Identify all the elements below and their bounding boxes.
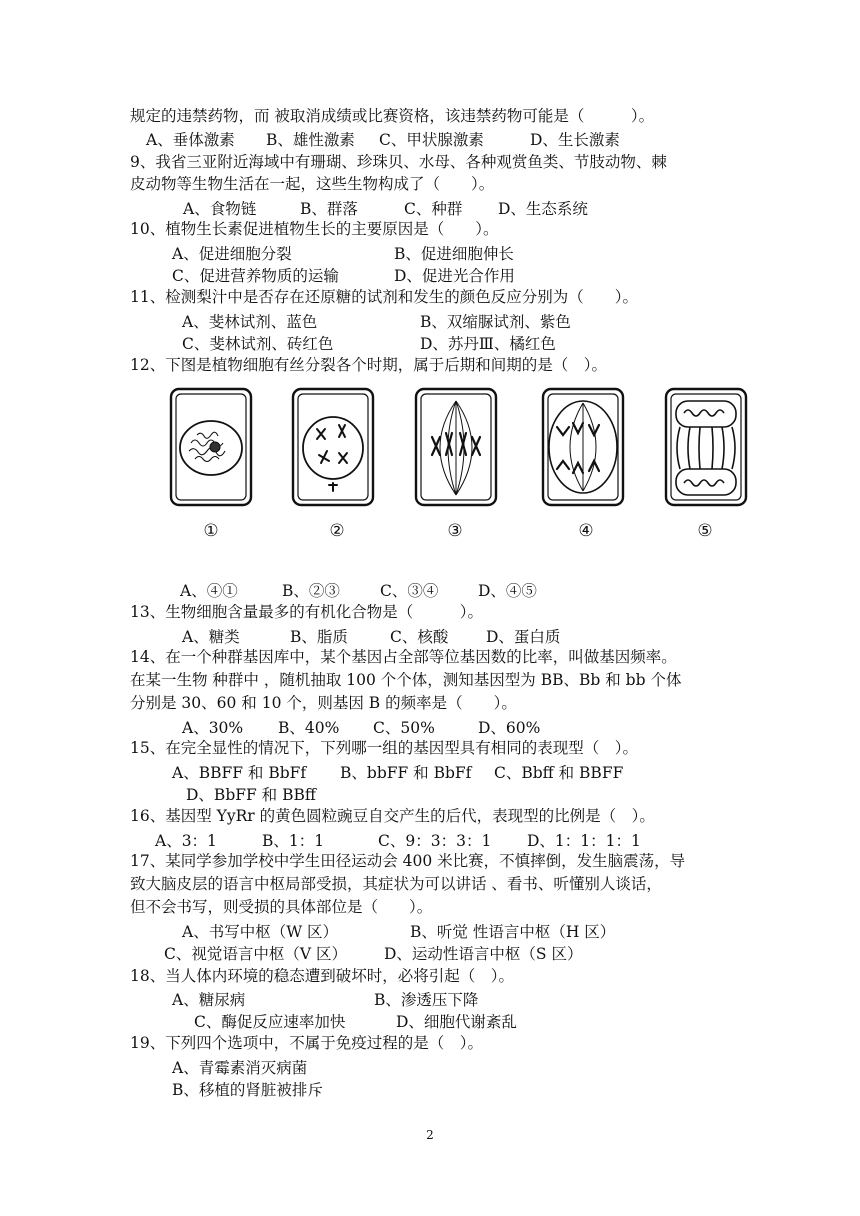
q8-options [0,128,860,148]
q9-stem-1: 9、我省三亚附近海域中有珊瑚、珍珠贝、水母、各种观赏鱼类、节肢动物、棘 [130,153,667,171]
option-b: B、促进细胞伸长 [394,245,514,263]
option-d: D、促进光合作用 [394,267,515,285]
option-a: A、糖类 [182,628,240,646]
q17-options [0,920,860,964]
option-b: B、移植的肾脏被排斥 [172,1081,323,1099]
cell-5-telophase [660,385,752,511]
cell-4-anaphase [537,385,629,511]
option-c: C、种群 [404,200,463,218]
q17-stem-1: 17、某同学参加学校中学生田径运动会 400 米比赛，不慎摔倒，发生脑震荡，导 [130,852,686,870]
option-d: D、运动性语言中枢（S 区） [384,945,583,963]
cell-2-prophase [287,385,379,511]
option-c: C、9：3：3：1 [378,832,492,850]
option-b: B、雄性激素 [266,131,355,149]
mitosis-figure [165,385,765,545]
q18-stem: 18、当人体内环境的稳态遭到破坏时，必将引起（ ）。 [130,967,514,985]
option-b: B、bbFF 和 BbFf [340,764,472,782]
option-d: D、生态系统 [498,200,588,218]
option-c: C、促进营养物质的运输 [172,267,339,285]
option-b: B、②③ [282,582,340,600]
option-c: C、50% [373,719,435,737]
q14-options [0,716,860,736]
option-c: C、斐林试剂、砖红色 [182,335,334,353]
q19-options [0,1056,860,1100]
figure-label-2: ② [329,521,345,541]
option-d: D、蛋白质 [486,628,561,646]
q14-stem-3: 分别是 30、60 和 10 个，则基因 B 的频率是（ ）。 [130,694,517,712]
q17-stem-2: 致大脑皮层的语言中枢局部受损，其症状为可以讲话 、看书、听懂别人谈话， [130,875,662,893]
option-d: D、60% [478,719,541,737]
option-c: C、酶促反应速率加快 [194,1013,346,1031]
option-d: D、BbFF 和 BBff [186,786,316,804]
figure-label-3: ③ [447,521,463,541]
page-number: 2 [426,1128,434,1142]
cell-3-metaphase [410,385,502,511]
q16-options [0,829,860,849]
option-a: A、青霉素消灭病菌 [172,1059,308,1077]
q8-stem-tail: 规定的违禁药物，而 被取消成绩或比赛资格，该违禁药物可能是（ ）。 [130,107,655,125]
q10-stem: 10、植物生长素促进植物生长的主要原因是（ ）。 [130,220,499,238]
option-b: B、脂质 [290,628,348,646]
option-a: A、30% [182,719,244,737]
q16-stem: 16、基因型 YyRr 的黄色圆粒豌豆自交产生的后代，表现型的比例是（ ）。 [130,807,655,825]
option-b: B、双缩脲试剂、紫色 [420,313,571,331]
option-b: B、1：1 [262,832,325,850]
option-d: D、1：1：1：1 [527,832,641,850]
q12-stem: 12、下图是植物细胞有丝分裂各个时期，属于后期和间期的是（ ）。 [130,356,607,374]
figure-label-1: ① [203,521,219,541]
q14-stem-2: 在某一生物 种群中 ，随机抽取 100 个个体，测知基因型为 BB、Bb 和 bb 个体 [130,671,682,689]
q14-stem-1: 14、在一个种群基因库中，某个基因占全部等位基因数的比率，叫做基因频率。 [130,648,677,666]
option-a: A、3：1 [155,832,217,850]
option-a: A、食物链 [183,200,257,218]
option-c: C、③④ [380,582,439,600]
q10-options [0,242,860,286]
option-a: A、糖尿病 [172,991,246,1009]
q19-stem: 19、下列四个选项中，不属于免疫过程的是（ ）。 [130,1034,483,1052]
option-b: B、渗透压下降 [374,991,479,1009]
q9-stem-2: 皮动物等生物生活在一起，这些生物构成了（ ）。 [130,175,495,193]
option-c: C、核酸 [390,628,449,646]
q13-stem: 13、生物细胞含量最多的有机化合物是（ ）。 [130,603,483,621]
q15-options [0,761,860,805]
q13-options [0,625,860,645]
figure-label-5: ⑤ [697,521,713,541]
q9-options [0,197,860,217]
option-a: A、书写中枢（W 区） [182,923,339,941]
q18-options [0,988,860,1032]
option-b: B、群落 [300,200,358,218]
option-b: B、40% [278,719,340,737]
cell-1-interphase [165,385,257,511]
option-a: A、垂体激素 [146,131,235,149]
option-a: A、斐林试剂、蓝色 [182,313,318,331]
q11-stem: 11、检测梨汁中是否存在还原糖的试剂和发生的颜色反应分别为（ ）。 [130,288,638,306]
option-d: D、生长激素 [530,131,620,149]
option-b: B、听觉 性语言中枢（H 区） [410,923,616,941]
option-c: C、视觉语言中枢（V 区） [164,945,347,963]
figure-label-4: ④ [578,521,594,541]
q15-stem: 15、在完全显性的情况下，下列哪一组的基因型具有相同的表现型（ ）。 [130,739,638,757]
option-d: D、④⑤ [478,582,537,600]
q11-options [0,310,860,354]
option-d: D、细胞代谢紊乱 [396,1013,517,1031]
option-c: C、Bbff 和 BBFF [494,764,624,782]
option-a: A、④① [180,582,238,600]
option-a: A、BBFF 和 BbFf [172,764,307,782]
option-a: A、促进细胞分裂 [172,245,292,263]
q12-options [0,579,860,599]
q17-stem-3: 但不会书写，则受损的具体部位是（ ）。 [130,898,433,916]
option-c: C、甲状腺激素 [379,131,484,149]
option-d: D、苏丹Ⅲ、橘红色 [420,335,556,353]
